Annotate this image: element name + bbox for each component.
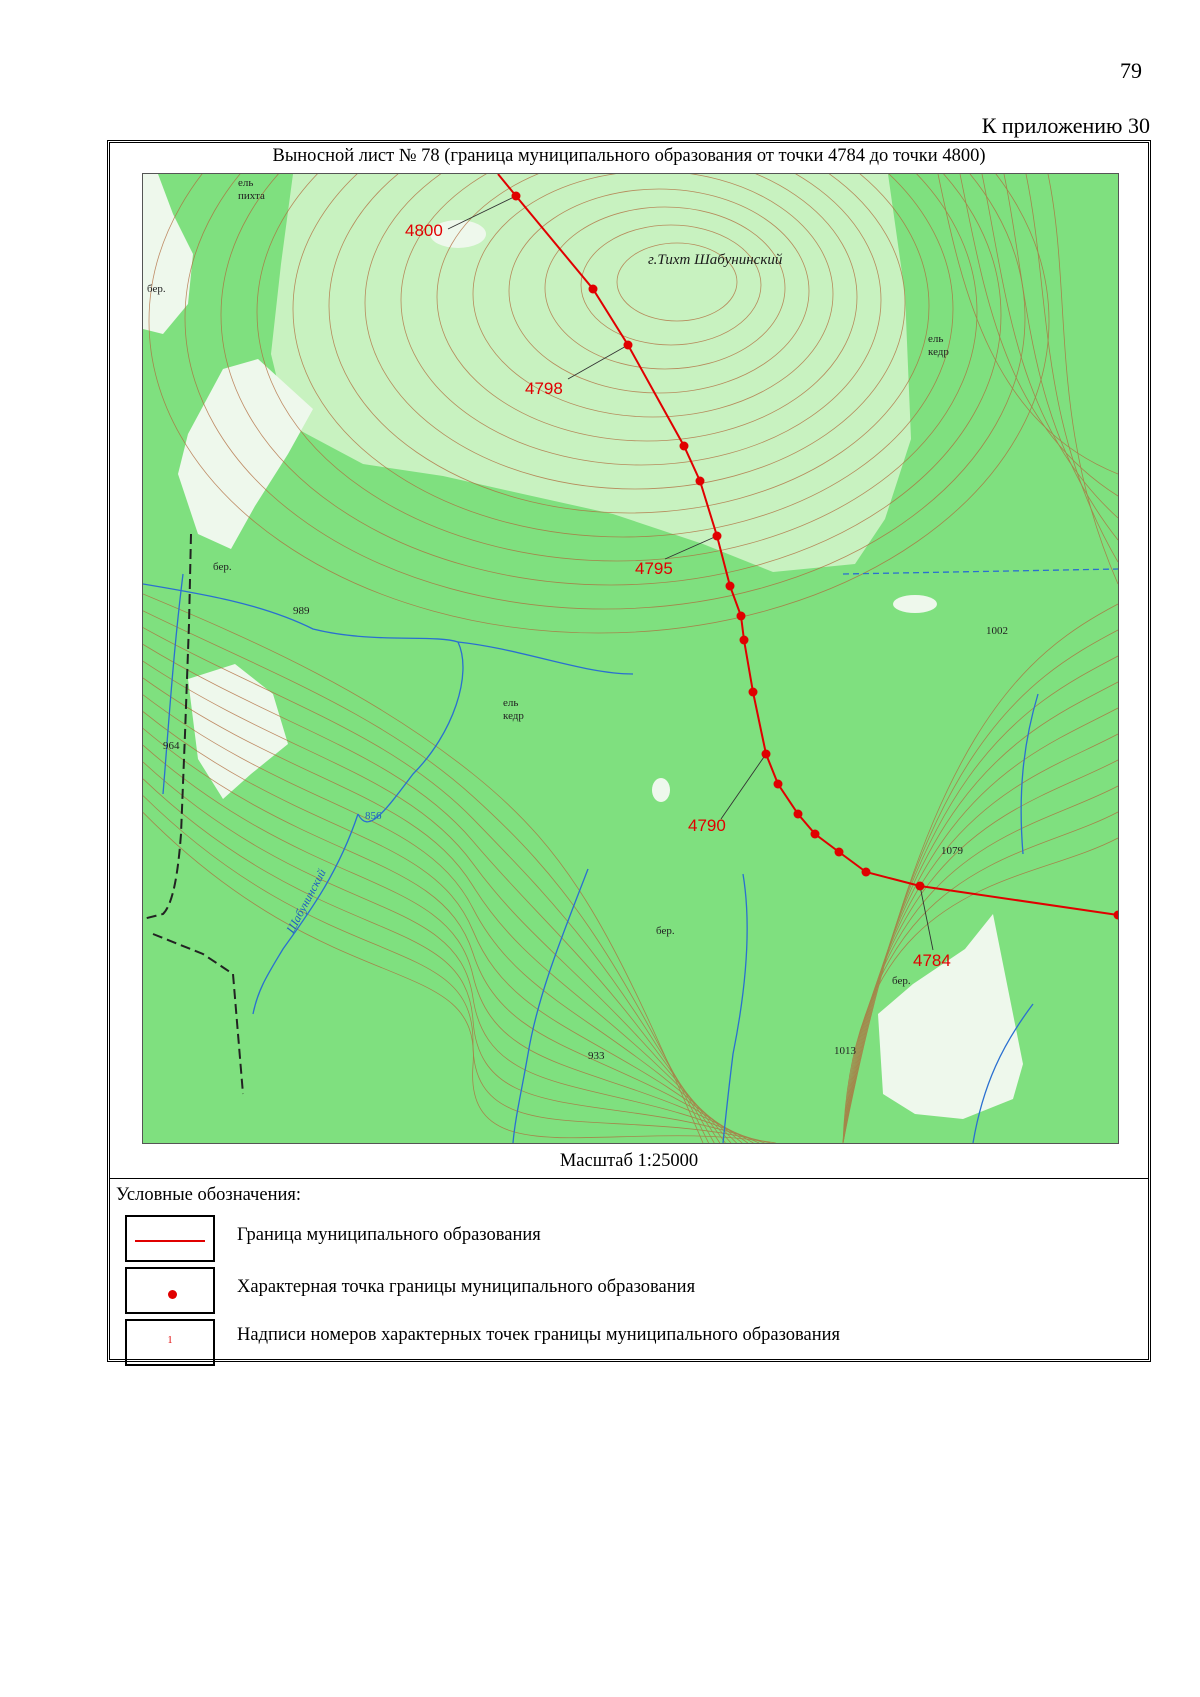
scale-label: Масштаб 1:25000 <box>559 1151 699 1171</box>
clearing-east-small <box>893 595 937 613</box>
tree-label-ber-4: бер. <box>892 975 911 987</box>
boundary-point <box>774 780 783 789</box>
topographic-map <box>142 173 1119 1144</box>
height-989: 989 <box>293 605 310 617</box>
boundary-point <box>737 612 746 621</box>
point-label-4800: 4800 <box>405 221 443 240</box>
sheet-title: Выносной лист № 78 (граница муниципального образования от точки 4784 до точки 4800) <box>272 146 986 166</box>
point-label-4790: 4790 <box>688 816 726 835</box>
point-label-4784: 4784 <box>913 951 951 970</box>
boundary-point <box>835 848 844 857</box>
tree-label-el-2: ель <box>928 333 944 345</box>
legend-symbol-boundary-point <box>125 1267 215 1314</box>
boundary-point <box>589 285 598 294</box>
tree-label-kedr-3: кедр <box>503 710 524 722</box>
legend-symbol-point-number <box>125 1319 215 1366</box>
appendix-label: К приложению 30 <box>981 113 1150 138</box>
height-1079: 1079 <box>941 845 963 857</box>
legend-label-boundary-point: Характерная точка границы муниципального образования <box>237 1277 696 1297</box>
clearing-center-small <box>652 778 670 802</box>
page-number: 79 <box>1120 58 1142 83</box>
height-1013: 1013 <box>834 1045 856 1057</box>
height-856: 856 <box>365 810 382 822</box>
river-name-label: Шабунинский <box>283 866 329 936</box>
boundary-line-symbol <box>135 1240 205 1242</box>
legend-label-boundary-line: Граница муниципального образования <box>237 1225 541 1245</box>
height-933: 933 <box>588 1050 605 1062</box>
legend-divider <box>110 1178 1148 1179</box>
map-canvas <box>143 174 1118 1143</box>
point-label-4795: 4795 <box>635 559 673 578</box>
boundary-point <box>740 636 749 645</box>
boundary-point <box>749 688 758 697</box>
boundary-point <box>862 868 871 877</box>
height-964: 964 <box>163 740 180 752</box>
tree-label-el-3: ель <box>503 697 519 709</box>
tree-label-el-1: ель <box>238 177 254 189</box>
boundary-point-4798 <box>624 341 633 350</box>
boundary-point-4795 <box>713 532 722 541</box>
boundary-point-4784 <box>916 882 925 891</box>
boundary-point <box>726 582 735 591</box>
tree-label-pikhta: пихта <box>238 190 265 202</box>
boundary-point-4790 <box>762 750 771 759</box>
boundary-point <box>794 810 803 819</box>
legend-label-point-number: Надписи номеров характерных точек границы муниципального образования <box>237 1325 841 1345</box>
point-label-4798: 4798 <box>525 379 563 398</box>
boundary-point <box>680 442 689 451</box>
height-1002: 1002 <box>986 625 1008 637</box>
tree-label-ber-2: бер. <box>213 561 232 573</box>
point-number-symbol: 1 <box>167 1335 173 1346</box>
tree-label-ber-3: бер. <box>656 925 675 937</box>
peak-name-label: г.Тихт Шабунинский <box>648 252 783 268</box>
tree-label-kedr-2: кедр <box>928 346 949 358</box>
legend-symbol-boundary-line <box>125 1215 215 1262</box>
boundary-point-4800 <box>512 192 521 201</box>
tree-label-ber-1: бер. <box>147 283 166 295</box>
boundary-point-symbol <box>168 1290 177 1299</box>
legend-title: Условные обозначения: <box>116 1185 302 1205</box>
boundary-point <box>811 830 820 839</box>
sheet-frame <box>107 140 1151 1362</box>
boundary-point <box>696 477 705 486</box>
